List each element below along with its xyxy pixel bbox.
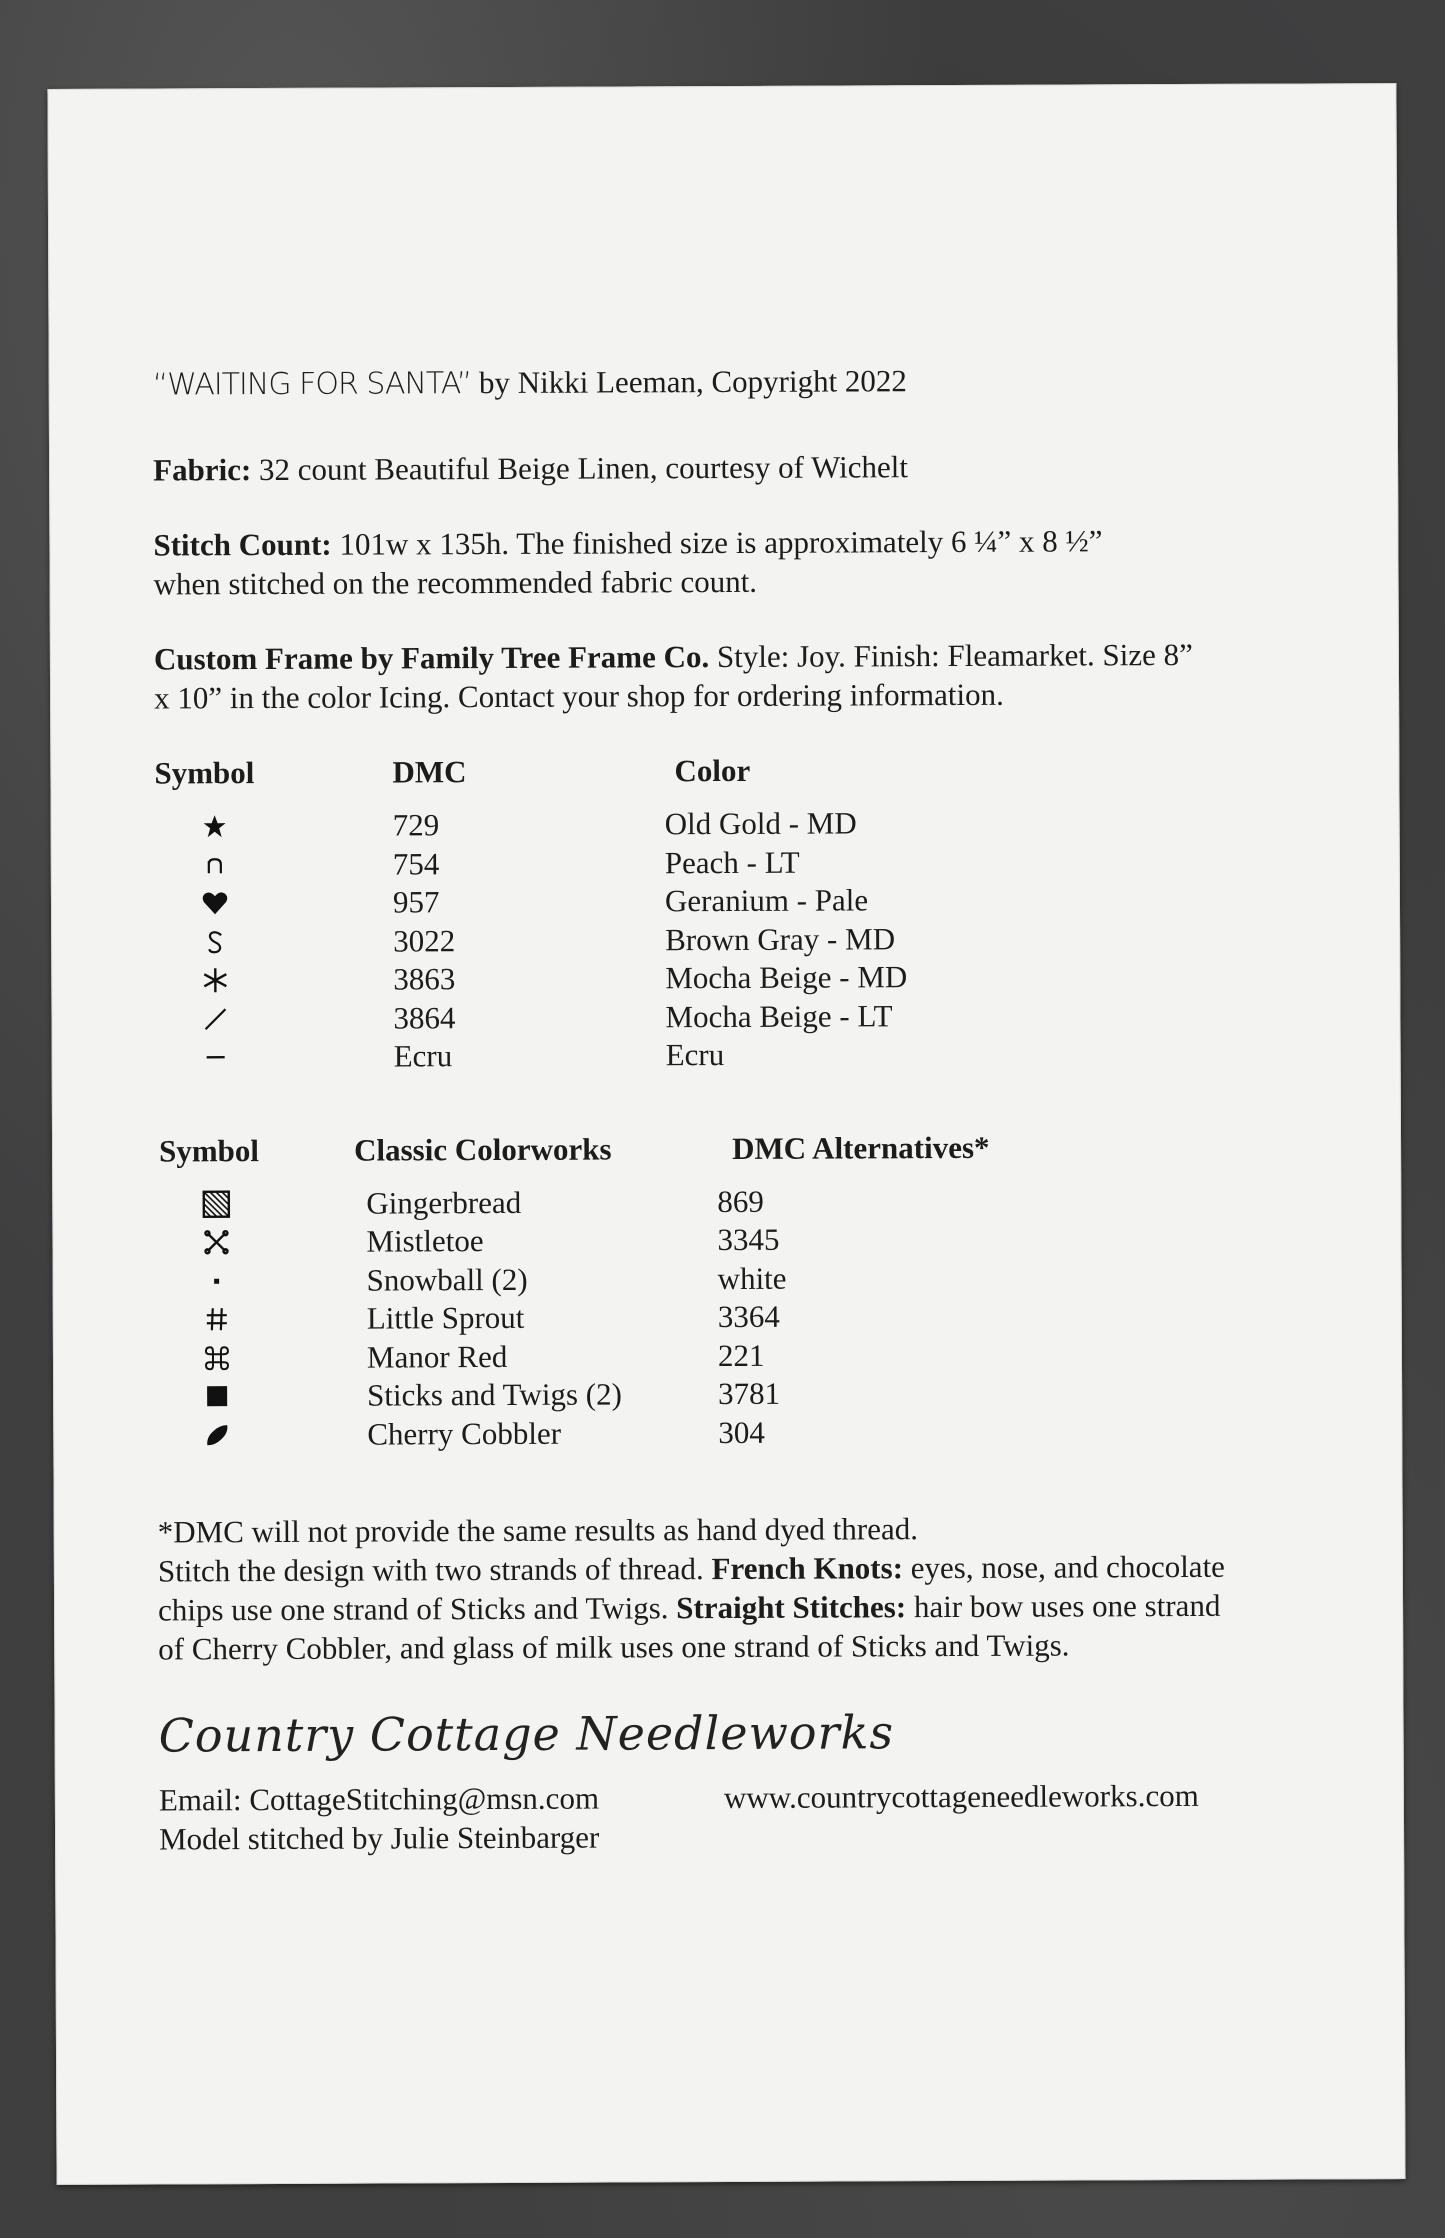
x-cross-icon bbox=[156, 1229, 276, 1256]
table-row bbox=[155, 879, 1355, 923]
stitch-count bbox=[153, 520, 1353, 603]
leaf-icon bbox=[157, 1422, 277, 1449]
title-byline: by Nikki Leeman, Copyright 2022 bbox=[471, 363, 907, 401]
header-color: Color bbox=[674, 752, 751, 789]
dmc-code: 3863 bbox=[393, 961, 456, 997]
table-row bbox=[157, 1295, 1357, 1339]
title-caps: “WAITING FOR SANTA” bbox=[152, 366, 472, 403]
fabric-label: Fabric: bbox=[153, 452, 252, 488]
table-row bbox=[156, 1180, 1356, 1224]
dmc-color: Ecru bbox=[665, 1037, 725, 1073]
frame-line1: Style: Joy. Finish: Fleamarket. Size 8” bbox=[709, 636, 1193, 675]
dmc-color: Geranium - Pale bbox=[664, 882, 869, 919]
table-row bbox=[157, 1411, 1357, 1455]
cc-name: Manor Red bbox=[366, 1338, 508, 1375]
frame-info bbox=[154, 634, 1354, 717]
stitching-notes bbox=[158, 1507, 1359, 1668]
fabric-line bbox=[153, 445, 1353, 489]
cc-name: Little Sprout bbox=[366, 1300, 525, 1336]
pattern-back-card bbox=[47, 83, 1405, 2185]
cc-name: Cherry Cobbler bbox=[367, 1415, 562, 1452]
header-dmc: DMC bbox=[392, 754, 467, 790]
classic-colorworks-table bbox=[156, 1128, 1357, 1455]
stitch-count-line1: 101w x 135h. The finished size is approximately 6 ¼” x 8 ½” bbox=[331, 523, 1103, 562]
model-credit: Model stitched by Julie Steinbarger bbox=[158, 1819, 600, 1857]
s-glyph-icon bbox=[155, 930, 275, 955]
table-row bbox=[157, 1257, 1357, 1301]
n-glyph-icon bbox=[155, 855, 275, 876]
notes-text: hair bow uses one strand bbox=[906, 1587, 1221, 1625]
fabric-text: 32 count Beautiful Beige Linen, courtesy of Wichelt bbox=[251, 449, 909, 488]
notes-text: Stitch the design with two strands of thread. bbox=[157, 1551, 712, 1589]
dmc-code: 957 bbox=[392, 884, 440, 920]
pattern-title bbox=[153, 359, 1353, 404]
heart-icon bbox=[155, 891, 275, 916]
table-row bbox=[156, 1218, 1356, 1262]
table-row bbox=[155, 841, 1355, 885]
hatched-square-icon bbox=[156, 1190, 276, 1219]
dmc-color: Peach - LT bbox=[664, 844, 800, 881]
website-link[interactable]: www.countrycottageneedleworks.com bbox=[723, 1777, 1199, 1816]
hash-icon bbox=[157, 1306, 277, 1333]
contact-footer bbox=[159, 1775, 1359, 1858]
cc-name: Mistletoe bbox=[366, 1223, 484, 1259]
cc-dmc: white bbox=[717, 1260, 787, 1296]
dmc-color: Old Gold - MD bbox=[664, 805, 857, 842]
table-row bbox=[155, 802, 1355, 846]
dmc-code: 729 bbox=[392, 807, 440, 843]
filled-square-icon bbox=[157, 1384, 277, 1409]
dmc-color: Mocha Beige - LT bbox=[665, 998, 893, 1035]
notes-text: of Cherry Cobbler, and glass of milk uses one strand of Sticks and Twigs. bbox=[158, 1627, 1070, 1667]
dmc-code: Ecru bbox=[393, 1038, 453, 1074]
cc-dmc: 3364 bbox=[717, 1299, 780, 1335]
table-row bbox=[155, 956, 1355, 1000]
dmc-color: Brown Gray - MD bbox=[665, 921, 896, 958]
cc-dmc: 3781 bbox=[718, 1376, 781, 1412]
cc-dmc: 869 bbox=[717, 1183, 764, 1219]
table-row bbox=[155, 995, 1355, 1039]
straight-stitches-label: Straight Stitches: bbox=[676, 1589, 907, 1626]
cc-table-header bbox=[156, 1128, 1356, 1169]
header-symbol: Symbol bbox=[154, 755, 255, 791]
dmc-table-header bbox=[154, 750, 1354, 791]
footer-row bbox=[159, 1775, 1359, 1819]
stitch-count-label: Stitch Count: bbox=[153, 526, 332, 563]
email-text: Email: CottageStitching@msn.com bbox=[158, 1780, 600, 1818]
frame-line2: x 10” in the color Icing. Contact your shop for ordering information. bbox=[154, 676, 1004, 716]
dmc-table bbox=[154, 750, 1355, 1077]
pattern-content bbox=[153, 359, 1360, 1858]
dmc-disclaimer: *DMC will not provide the same results as hand dyed thread. bbox=[157, 1511, 919, 1550]
cc-name: Gingerbread bbox=[366, 1184, 522, 1221]
table-row bbox=[157, 1334, 1357, 1378]
command-icon bbox=[157, 1345, 277, 1372]
header-classic-colorworks: Classic Colorworks bbox=[353, 1131, 612, 1168]
header-symbol: Symbol bbox=[158, 1132, 260, 1168]
company-signature: Country Cottage Needleworks bbox=[158, 1705, 895, 1763]
dmc-code: 754 bbox=[392, 846, 440, 882]
asterisk-icon bbox=[155, 967, 275, 994]
header-dmc-alternatives: DMC Alternatives* bbox=[731, 1129, 990, 1166]
star-icon bbox=[155, 814, 275, 839]
stitch-count-line2: when stitched on the recommended fabric count. bbox=[153, 563, 758, 602]
table-row bbox=[156, 1033, 1356, 1077]
cc-name: Sticks and Twigs (2) bbox=[367, 1376, 622, 1413]
french-knots-label: French Knots: bbox=[711, 1550, 904, 1587]
table-row bbox=[157, 1372, 1357, 1416]
notes-text: eyes, nose, and chocolate bbox=[902, 1548, 1225, 1586]
dmc-color: Mocha Beige - MD bbox=[665, 959, 908, 996]
dash-icon bbox=[156, 1054, 276, 1061]
table-row bbox=[155, 918, 1355, 962]
frame-label: Custom Frame by Family Tree Frame Co. bbox=[153, 639, 710, 677]
cc-dmc: 221 bbox=[717, 1337, 765, 1373]
dmc-code: 3864 bbox=[393, 999, 456, 1036]
cc-dmc: 304 bbox=[718, 1414, 765, 1450]
dot-icon bbox=[157, 1276, 277, 1287]
slash-icon bbox=[155, 1006, 275, 1033]
notes-text: chips use one strand of Sticks and Twigs. bbox=[157, 1590, 677, 1628]
dmc-code: 3022 bbox=[393, 922, 456, 959]
cc-name: Snowball (2) bbox=[366, 1261, 528, 1298]
cc-dmc: 3345 bbox=[717, 1222, 780, 1258]
